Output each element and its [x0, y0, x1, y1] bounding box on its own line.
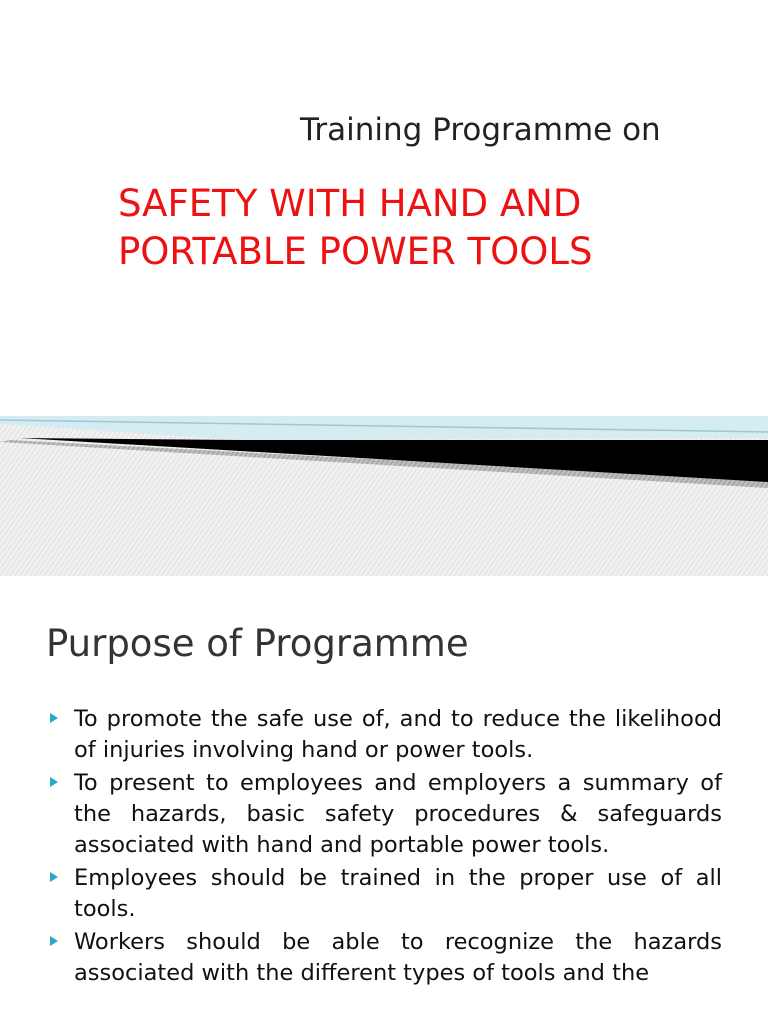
purpose-slide — [0, 576, 768, 1024]
bullet-arrow-icon — [50, 936, 58, 946]
bullet-arrow-icon — [50, 713, 58, 723]
slide-title — [118, 180, 678, 276]
purpose-heading: Purpose of Programme — [46, 622, 469, 665]
bullet-item — [46, 704, 722, 766]
bullet-arrow-icon — [50, 777, 58, 787]
bullet-arrow-icon — [50, 872, 58, 882]
bullet-item — [46, 768, 722, 861]
bullet-item — [46, 863, 722, 925]
slide-subtitle: Training Programme on — [300, 112, 661, 148]
decorative-stripes — [0, 408, 768, 576]
slide-title-line-1: SAFETY WITH HAND AND — [118, 182, 582, 225]
slide-title-line-2: PORTABLE POWER TOOLS — [118, 230, 593, 273]
bullet-item — [46, 927, 722, 989]
bullet-text: Employees should be trained in the proper use of all tools. — [74, 865, 722, 922]
bullet-text: To present to employees and employers a summary of the hazards, basic safety procedures & safeguards associated with hand and portable power tools. — [74, 770, 722, 858]
bullet-list — [46, 704, 722, 991]
bullet-text: Workers should be able to recognize the hazards associated with the different types of tools and the — [74, 929, 722, 986]
bullet-text: To promote the safe use of, and to reduce the likelihood of injuries involving hand or power tools. — [74, 706, 722, 763]
